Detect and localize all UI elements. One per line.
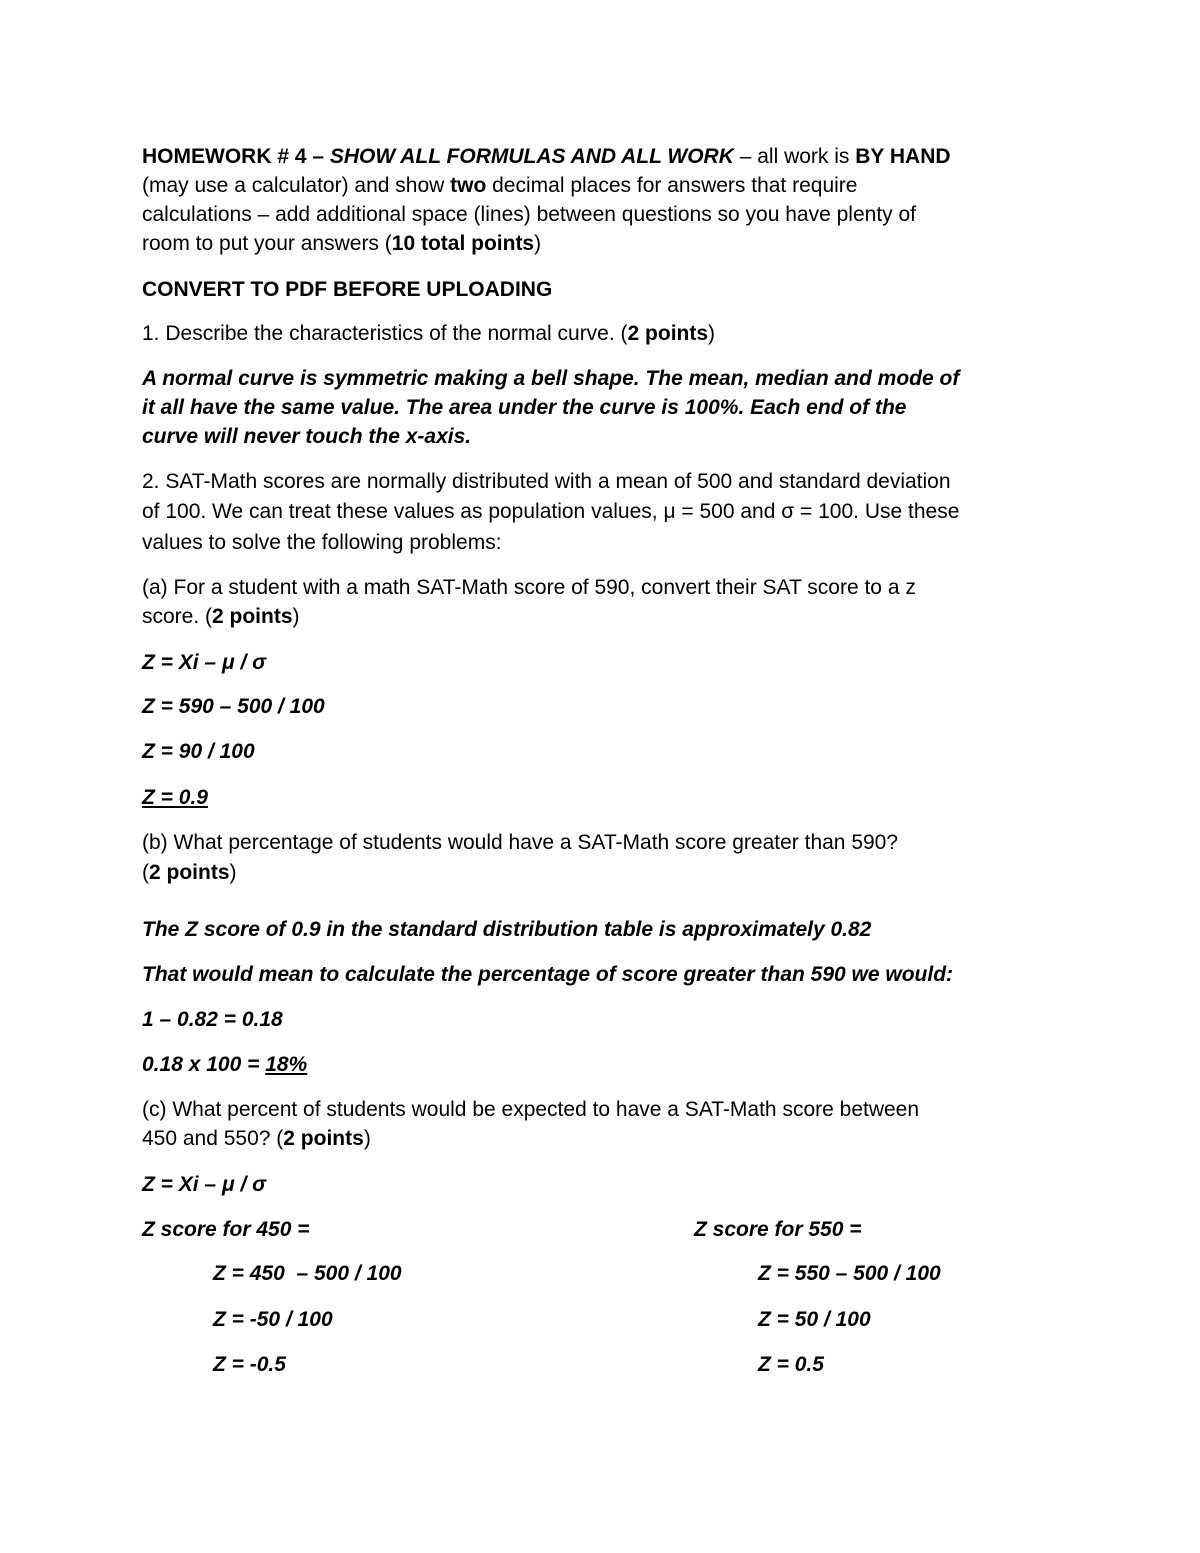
answer-1-line: A normal curve is symmetric making a bell shape. The mean, median and mode of [142,367,960,390]
answer-2a-result: Z = 0.9 [142,786,208,809]
header-line-2 [142,174,857,198]
question-2-intro: values to solve the following problems: [142,531,502,554]
work-step: That would mean to calculate the percentage of score greater than 590 we would: [142,963,954,986]
work-step: Z = 590 – 500 / 100 [142,695,325,718]
header-line-3: calculations – add additional space (lines) between questions so you have plenty of [142,203,916,226]
z-550-step: Z = 550 – 500 / 100 [758,1262,941,1285]
work-step: 1 – 0.82 = 0.18 [142,1008,283,1031]
header-text: decimal places for answers that require [486,174,858,197]
question-text: ) [363,1127,371,1150]
points-label: 2 points [212,605,293,628]
header-line-4 [142,232,541,256]
show-work-instruction: SHOW ALL FORMULAS AND ALL WORK [329,145,734,168]
question-2c-points [142,1127,371,1151]
question-text: score. ( [142,605,213,628]
by-hand-text: BY HAND [855,145,951,168]
question-2-intro: 2. SAT-Math scores are normally distributed with a mean of 500 and standard deviation [142,470,951,493]
z-450-result: Z = -0.5 [213,1353,286,1376]
header-text: (may use a calculator) and show [142,174,451,197]
question-text: 450 and 550? ( [142,1127,284,1150]
question-text: 1. Describe the characteristics of the normal curve. ( [142,322,628,345]
z-550-result: Z = 0.5 [758,1353,824,1376]
question-1 [142,322,715,346]
z-450-step: Z = -50 / 100 [213,1308,333,1331]
question-2a-points [142,605,300,629]
header-line-1 [142,145,951,169]
homework-title: HOMEWORK # 4 – [142,145,330,168]
z-450-heading: Z score for 450 = [142,1218,310,1241]
question-text: ) [708,322,716,345]
header-text: – all work is [733,145,856,168]
answer-1-line: curve will never touch the x-axis. [142,425,472,448]
two-emphasis: two [450,174,487,197]
answer-1-line: it all have the same value. The area under the curve is 100%. Each end of the [142,396,907,419]
header-text: room to put your answers ( [142,232,392,255]
total-points: 10 total points [391,232,535,255]
work-step: Z = 90 / 100 [142,740,255,763]
question-2b-points [142,861,237,885]
z-450-step: Z = 450 – 500 / 100 [213,1262,402,1285]
final-percentage: 18% [265,1053,308,1076]
question-2-intro: of 100. We can treat these values as population values, μ = 500 and σ = 100. Use these [142,500,960,523]
points-label: 2 points [149,861,230,884]
work-step: The Z score of 0.9 in the standard distribution table is approximately 0.82 [142,918,872,941]
work-step: Z = Xi – μ / σ [142,651,267,674]
question-text: ) [292,605,300,628]
question-2b: (b) What percentage of students would have a SAT-Math score greater than 590? [142,831,899,854]
points-label: 2 points [627,322,709,345]
header-text: ) [534,232,542,255]
question-2a: (a) For a student with a math SAT-Math score of 590, convert their SAT score to a z [142,576,916,599]
work-step: Z = Xi – μ / σ [142,1173,267,1196]
question-text: ( [142,861,149,884]
answer-2b-result [142,1053,307,1077]
points-label: 2 points [283,1127,364,1150]
question-2c: (c) What percent of students would be expected to have a SAT-Math score between [142,1098,920,1121]
z-550-heading: Z score for 550 = [694,1218,862,1241]
question-text: ) [229,861,237,884]
z-550-step: Z = 50 / 100 [758,1308,871,1331]
convert-instruction: CONVERT TO PDF BEFORE UPLOADING [142,278,553,301]
work-step: 0.18 x 100 = [142,1053,266,1076]
